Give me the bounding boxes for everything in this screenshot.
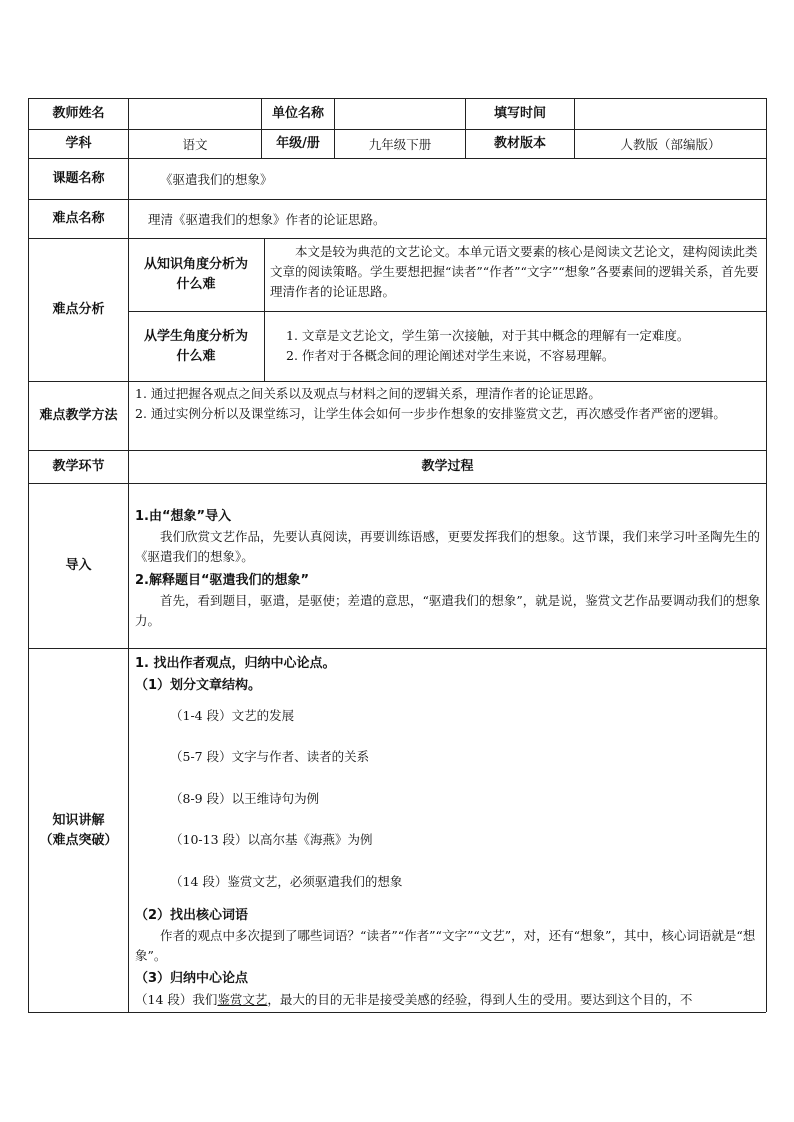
method-label: 难点教学方法 bbox=[39, 408, 118, 423]
grade-value: 九年级下册 bbox=[368, 137, 432, 152]
structure-item: （14 段）鉴赏文艺，必须驱遣我们的想象 bbox=[170, 874, 403, 889]
table-border bbox=[264, 238, 265, 381]
knowledge-subheading: （2）找出核心词语 bbox=[135, 908, 249, 923]
difficulty-value: 理清《驱遣我们的想象》作者的论证思路。 bbox=[148, 212, 386, 227]
student-angle-line: 2. 作者对于各概念间的理论阐述对学生来说，不容易理解。 bbox=[286, 348, 615, 363]
intro-label: 导入 bbox=[65, 558, 92, 573]
knowledge-subheading: （3）归纳中心论点 bbox=[135, 971, 249, 986]
knowledge-subheading: （1）划分文章结构。 bbox=[135, 678, 262, 693]
paragraph-text: （14 段）我们 bbox=[135, 992, 218, 1007]
table-border bbox=[28, 648, 766, 649]
knowledge-label-line: 知识讲解 bbox=[52, 812, 105, 828]
knowledge-label-line: （难点突破） bbox=[39, 832, 118, 848]
underlined-phrase: 鉴赏文艺 bbox=[217, 992, 268, 1007]
process-header: 教学过程 bbox=[421, 459, 474, 474]
knowledge-paragraph bbox=[135, 990, 765, 1010]
intro-paragraph: 我们欣赏文艺作品，先要认真阅读，再要训练语感，更要发挥我们的想象。这节课，我们来学习叶圣陶先生的《驱遣我们的想象》。 bbox=[135, 529, 761, 564]
analysis-label: 难点分析 bbox=[52, 302, 105, 317]
unit-name-value bbox=[335, 99, 465, 129]
table-border bbox=[28, 381, 766, 382]
unit-name-label: 单位名称 bbox=[271, 106, 324, 121]
subject-label: 学科 bbox=[65, 136, 92, 151]
fill-date-label: 填写时间 bbox=[493, 106, 546, 121]
table-border bbox=[28, 483, 766, 484]
table-border bbox=[128, 98, 129, 1012]
knowledge-heading: 1. 找出作者观点，归纳中心论点。 bbox=[135, 656, 336, 671]
teacher-name-label: 教师姓名 bbox=[52, 106, 105, 121]
subject-value: 语文 bbox=[182, 137, 208, 152]
table-border bbox=[766, 98, 767, 1012]
intro-heading: 1.由“想象”导入 bbox=[135, 509, 232, 524]
knowledge-paragraph: 作者的观点中多次提到了哪些词语？“读者”“作者”“文字”“文艺”，对，还有“想象”，其中，核心词语就是“想象”。 bbox=[135, 928, 756, 963]
grade-label: 年级/册 bbox=[276, 136, 320, 151]
difficulty-label: 难点名称 bbox=[52, 211, 105, 226]
topic-label: 课题名称 bbox=[52, 171, 105, 186]
structure-item: （10-13 段）以高尔基《海燕》为例 bbox=[170, 832, 373, 847]
intro-heading: 2.解释题目“驱遣我们的想象” bbox=[135, 573, 310, 588]
structure-item: （5-7 段）文字与作者、读者的关系 bbox=[170, 749, 370, 764]
student-angle-line: 1. 文章是文艺论文，学生第一次接触，对于其中概念的理解有一定难度。 bbox=[286, 328, 690, 343]
paragraph-text: ，最大的目的无非是接受美感的经验，得到人生的受用。要达到这个目的，不 bbox=[267, 992, 693, 1007]
structure-item: （8-9 段）以王维诗句为例 bbox=[170, 791, 320, 806]
student-angle-label: 从学生角度分析为什么难 bbox=[143, 328, 248, 364]
table-border bbox=[28, 199, 766, 200]
knowledge-angle-text: 本文是较为典范的文艺论文。本单元语文要素的核心是阅读文艺论文，建构阅读此类文章的阅读策略。学生要想把握“读者”“作者”“文字”“想象”各要素间的逻辑关系，首先要理清作者的论证思路。 bbox=[270, 244, 759, 299]
topic-value: 《驱遣我们的想象》 bbox=[160, 172, 273, 187]
teacher-name-value bbox=[129, 99, 261, 129]
stage-header: 教学环节 bbox=[52, 459, 105, 474]
method-line: 2. 通过实例分析以及课堂练习，让学生体会如何一步步作想象的安排鉴赏文艺，再次感受作者严密的逻辑。 bbox=[135, 406, 726, 421]
structure-item: （1-4 段）文艺的发展 bbox=[170, 708, 295, 723]
knowledge-angle-label: 从知识角度分析为什么难 bbox=[143, 257, 248, 292]
fill-date-value bbox=[575, 99, 766, 129]
knowledge-label bbox=[29, 649, 128, 1012]
intro-paragraph: 首先，看到题目，驱遣，是驱使；差遣的意思，“驱遣我们的想象”，就是说，鉴赏文艺作品要调动我们的想象力。 bbox=[135, 593, 761, 628]
edition-label: 教材版本 bbox=[493, 136, 546, 151]
method-line: 1. 通过把握各观点之间关系以及观点与材料之间的逻辑关系，理清作者的论证思路。 bbox=[135, 386, 601, 401]
edition-value: 人教版（部编版） bbox=[620, 137, 721, 152]
table-border bbox=[28, 1012, 766, 1013]
table-border bbox=[28, 158, 766, 159]
